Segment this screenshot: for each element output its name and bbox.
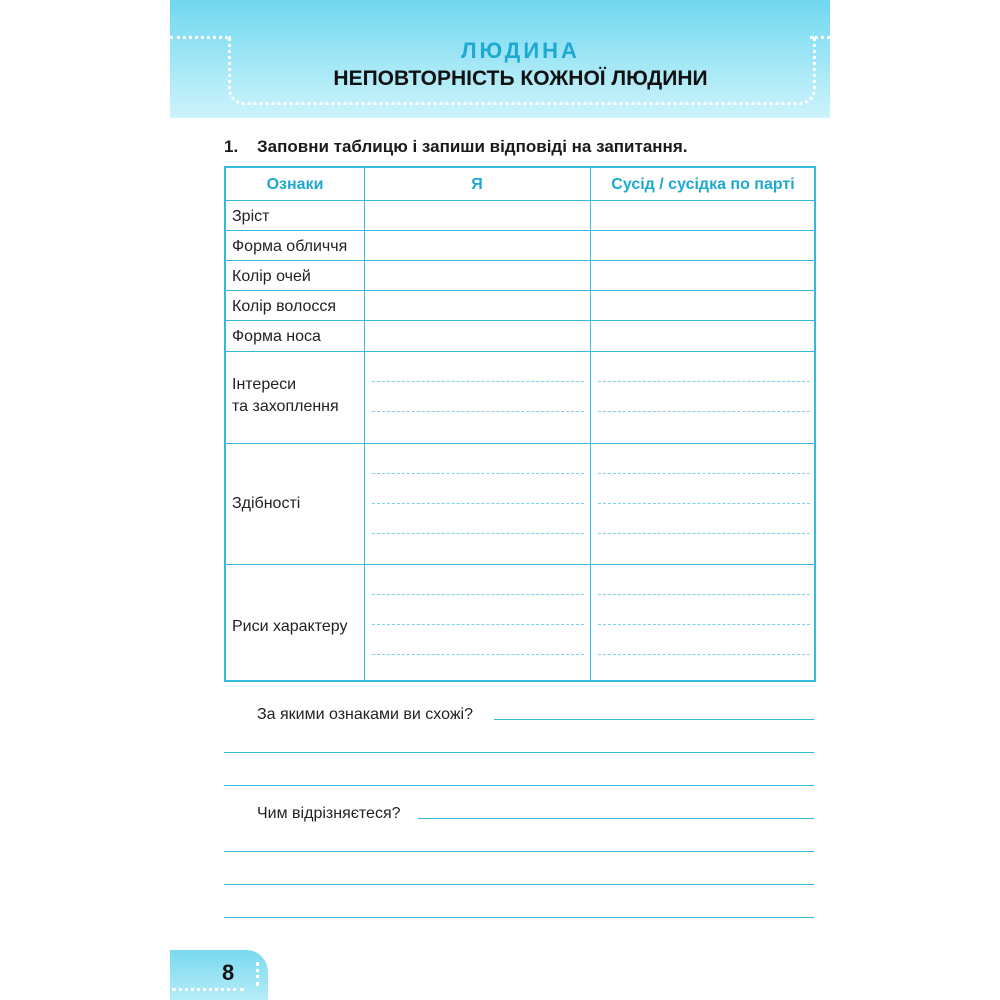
header-me: Я: [471, 176, 483, 193]
row-divider: [226, 260, 814, 261]
writing-line[interactable]: [372, 533, 584, 534]
answer-line[interactable]: [494, 719, 814, 720]
row-divider: [226, 351, 814, 352]
topic-title: ЛЮДИНА: [461, 38, 580, 63]
lesson-title: НЕПОВТОРНІСТЬ КОЖНОЇ ЛЮДИНИ: [333, 67, 708, 90]
answer-line[interactable]: [224, 917, 814, 918]
question-similar: За якими ознаками ви схожі?: [257, 706, 473, 723]
page-number-dots-vertical: [256, 962, 259, 986]
row-label-hair-color: Колір волосся: [232, 298, 337, 315]
writing-line[interactable]: [372, 594, 584, 595]
writing-line[interactable]: [598, 533, 810, 534]
writing-line[interactable]: [598, 654, 810, 655]
task-number: 1.: [224, 137, 239, 156]
column-divider: [590, 168, 591, 680]
writing-line[interactable]: [598, 624, 810, 625]
answer-line[interactable]: [224, 752, 814, 753]
page-number-tab: [170, 950, 268, 1000]
row-label-abilities: Здібності: [232, 495, 301, 512]
question-different: Чим відрізняєтеся?: [257, 805, 401, 822]
writing-line[interactable]: [372, 654, 584, 655]
traits-table: [224, 166, 816, 682]
column-divider: [364, 168, 365, 680]
row-label-traits: Риси характеру: [232, 618, 348, 635]
page-number-dots: [172, 988, 244, 991]
task-instruction: Заповни таблицю і запиши відповіді на запитання.: [257, 137, 688, 156]
writing-line[interactable]: [598, 594, 810, 595]
writing-line[interactable]: [372, 381, 584, 382]
row-label-eye-color: Колір очей: [232, 268, 311, 285]
writing-line[interactable]: [372, 624, 584, 625]
writing-line[interactable]: [372, 473, 584, 474]
writing-line[interactable]: [598, 473, 810, 474]
row-divider: [226, 290, 814, 291]
row-label-face-shape: Форма обличчя: [232, 238, 348, 255]
answer-line[interactable]: [224, 785, 814, 786]
header-features: Ознаки: [266, 176, 324, 193]
right-margin: [830, 0, 1000, 1000]
left-margin: [0, 0, 170, 1000]
interests-line-1: Інтереси: [232, 376, 297, 393]
row-label-nose-shape: Форма носа: [232, 328, 321, 345]
answer-line[interactable]: [418, 818, 814, 819]
row-divider: [226, 200, 814, 201]
writing-line[interactable]: [598, 411, 810, 412]
row-divider: [226, 443, 814, 444]
banner-dotted-border-right: [810, 36, 830, 39]
row-divider: [226, 564, 814, 565]
page-number: 8: [222, 960, 235, 985]
banner-dotted-border: [170, 36, 228, 39]
writing-line[interactable]: [372, 411, 584, 412]
writing-line[interactable]: [372, 503, 584, 504]
row-divider: [226, 320, 814, 321]
answer-line[interactable]: [224, 884, 814, 885]
writing-line[interactable]: [598, 503, 810, 504]
interests-line-2: та захоплення: [232, 398, 339, 415]
header-deskmate: Сусід / сусідка по парті: [611, 176, 795, 193]
row-divider: [226, 230, 814, 231]
writing-line[interactable]: [598, 381, 810, 382]
row-label-interests: [232, 374, 339, 418]
row-label-height: Зріст: [232, 208, 270, 225]
answer-line[interactable]: [224, 851, 814, 852]
